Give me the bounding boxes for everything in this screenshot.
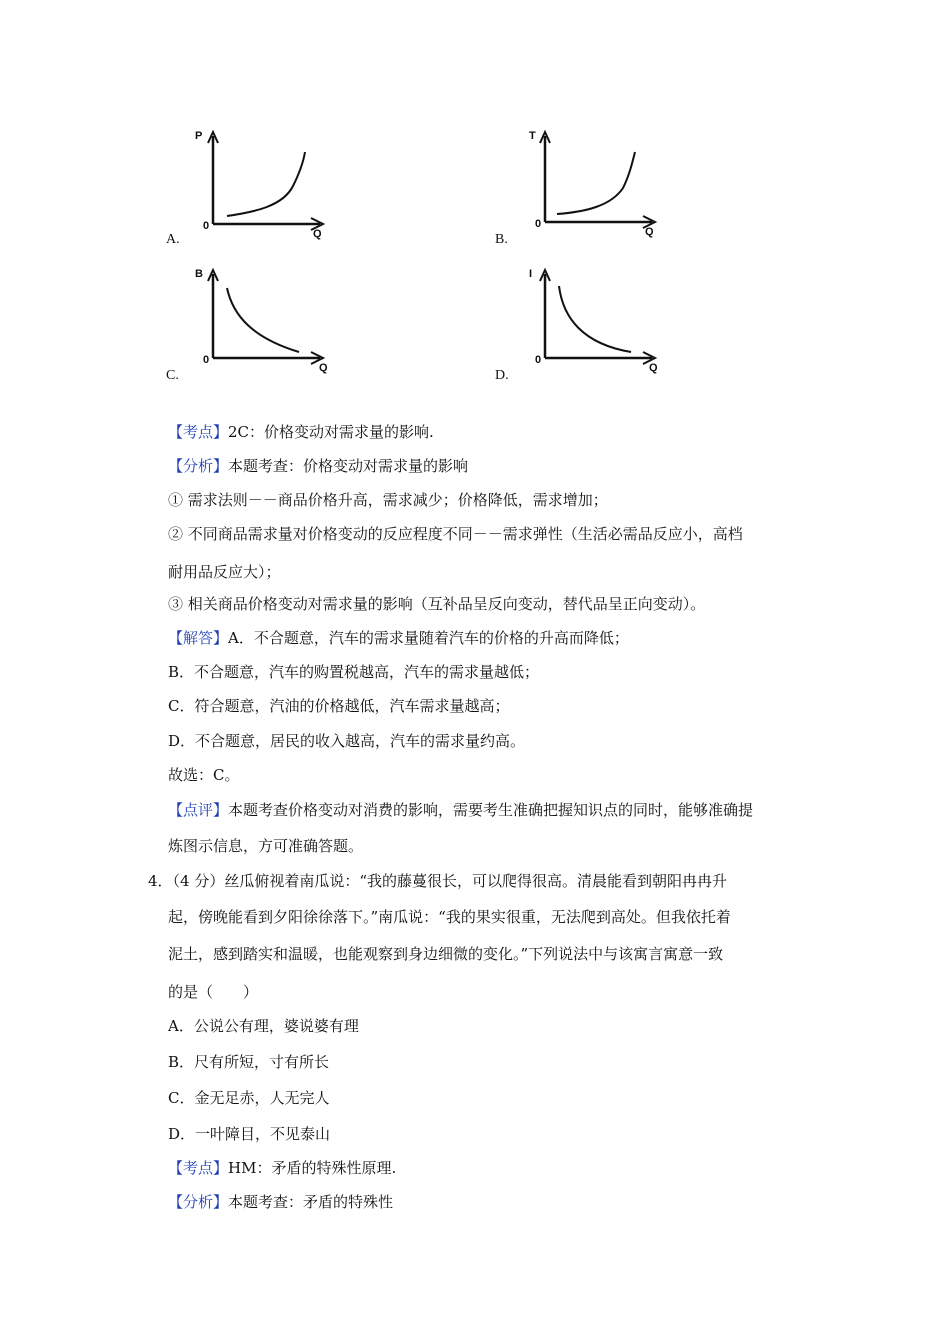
q4-fenxi-tag: 【分析】 [168,1193,229,1211]
q3-point-2b: 耐用品反应大）； [168,563,281,581]
q3-jieda-a [168,628,818,648]
graph-b [527,128,687,246]
q4-option-d: D．一叶障目，不见泰山 [168,1125,331,1143]
graph-d-plot [527,266,687,384]
dianping-a-text: 本题考查价格变动对消费的影响，需要考生准确把握知识点的同时，能够准确提 [228,801,754,819]
graph-a-x-label: Q [313,228,322,240]
graph-b-origin: 0 [535,218,542,230]
graph-c-origin: 0 [203,354,210,366]
q4-kaodian-tag: 【考点】 [168,1159,229,1177]
graph-d-y-label: I [529,268,533,280]
q3-point-2a: ② 不同商品需求量对价格变动的反应程度不同－－需求弹性（生活必需品反应小，高档 [168,525,743,543]
graph-a [195,128,355,246]
graph-c [195,266,355,384]
graph-a-plot [195,128,355,246]
graph-a-origin: 0 [203,220,210,232]
jieda-a-text: A．不合题意，汽车的需求量随着汽车的价格的升高而降低； [228,629,629,647]
kaodian-tag: 【考点】 [168,423,229,441]
q3-point-3: ③ 相关商品价格变动对需求量的影响（互补品呈反向变动，替代品呈正向变动）。 [168,595,706,613]
graph-b-letter: B. [495,232,508,247]
jieda-tag: 【解答】 [168,629,229,647]
q3-kaodian [168,422,818,442]
graph-a-y-label: P [195,130,203,142]
q3-dianping-a [168,800,818,820]
q4-option-a: A．公说公有理，婆说婆有理 [168,1017,359,1035]
q4-fenxi-text: 本题考查：矛盾的特殊性 [228,1193,394,1211]
graph-d-x-label: Q [649,362,658,374]
graph-c-y-label: B [195,268,203,280]
q3-dianping-b: 炼图示信息，方可准确答题。 [168,837,364,855]
q3-jieda-d: D．不合题意，居民的收入越高，汽车的需求量约高。 [168,732,526,750]
q4-stem-4: 的是（ ） [168,983,259,1001]
fenxi-text: 本题考查：价格变动对需求量的影响 [228,457,469,475]
q4-fenxi [168,1192,818,1212]
q4-stem-3: 泥土，感到踏实和温暖，也能观察到身边细微的变化。”下列说法中与该寓言寓意一致 [168,945,724,963]
graph-b-y-label: T [529,130,536,142]
q4-stem-1: 4．（4 分）丝瓜俯视着南瓜说：“我的藤蔓很长，可以爬得很高。清晨能看到朝阳冉冉升 [148,872,728,890]
q4-option-c: C．金无足赤，人无完人 [168,1089,330,1107]
graph-d [527,266,687,384]
graph-c-x-label: Q [319,362,328,374]
graph-c-plot [195,266,355,384]
q3-point-1: ① 需求法则－－商品价格升高，需求减少；价格降低，需求增加； [168,491,608,509]
q3-fenxi [168,456,818,476]
q3-choice: 故选：C。 [168,766,240,784]
dianping-tag: 【点评】 [168,801,229,819]
kaodian-text: 2C：价格变动对需求量的影响. [228,423,434,441]
graph-c-letter: C. [166,368,179,383]
graph-d-letter: D. [495,368,509,383]
graph-d-origin: 0 [535,354,542,366]
graph-b-x-label: Q [645,226,654,238]
q3-jieda-b: B．不合题意，汽车的购置税越高，汽车的需求量越低； [168,663,540,681]
q4-stem-2: 起，傍晚能看到夕阳徐徐落下。”南瓜说：“我的果实很重，无法爬到高处。但我依托着 [168,908,731,926]
graph-a-letter: A. [166,232,180,247]
q4-option-b: B．尺有所短，寸有所长 [168,1053,330,1071]
q3-jieda-c: C．符合题意，汽油的价格越低，汽车需求量越高； [168,697,510,715]
q4-kaodian-text: HM：矛盾的特殊性原理. [228,1159,397,1177]
graph-b-plot [527,128,687,246]
fenxi-tag: 【分析】 [168,457,229,475]
q4-kaodian [168,1158,818,1178]
